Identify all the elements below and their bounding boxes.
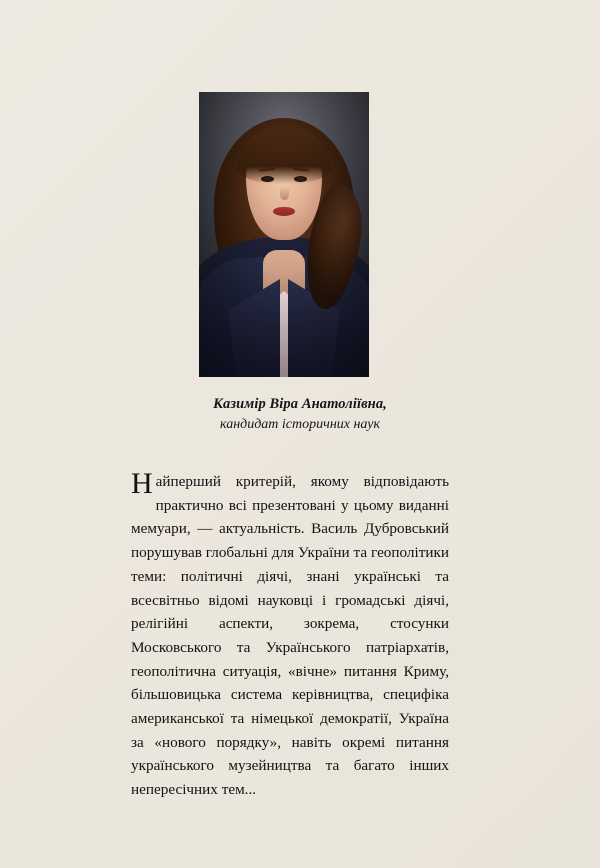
author-name: Казимір Віра Анатоліївна, xyxy=(213,396,387,412)
photo-caption xyxy=(0,394,600,435)
body-text: айперший критерій, якому відповідають практично всі презентовані у цьому виданні мемуари, — актуальність. Василь Дубровський порушував глобальні для України та геополітики теми: політичні діячі, знані українські та всесвітньо відомі науковці і громадські діячі, релігійні аспекти, зокрема, стосунки Московського та Українського патріархатів, геополітична ситуація, «вічне» питання Криму, більшовицька система керівництва, специфіка американської та німецької демократії, Україна за «нового порядку», навіть окремі питання українського музейництва та багато інших непересічних тем... xyxy=(131,473,449,799)
author-degree: кандидат історичних наук xyxy=(220,417,380,433)
photo-vignette xyxy=(199,92,369,377)
drop-cap: Н xyxy=(131,467,153,500)
portrait-photo xyxy=(199,92,369,377)
body-paragraph xyxy=(131,467,449,802)
